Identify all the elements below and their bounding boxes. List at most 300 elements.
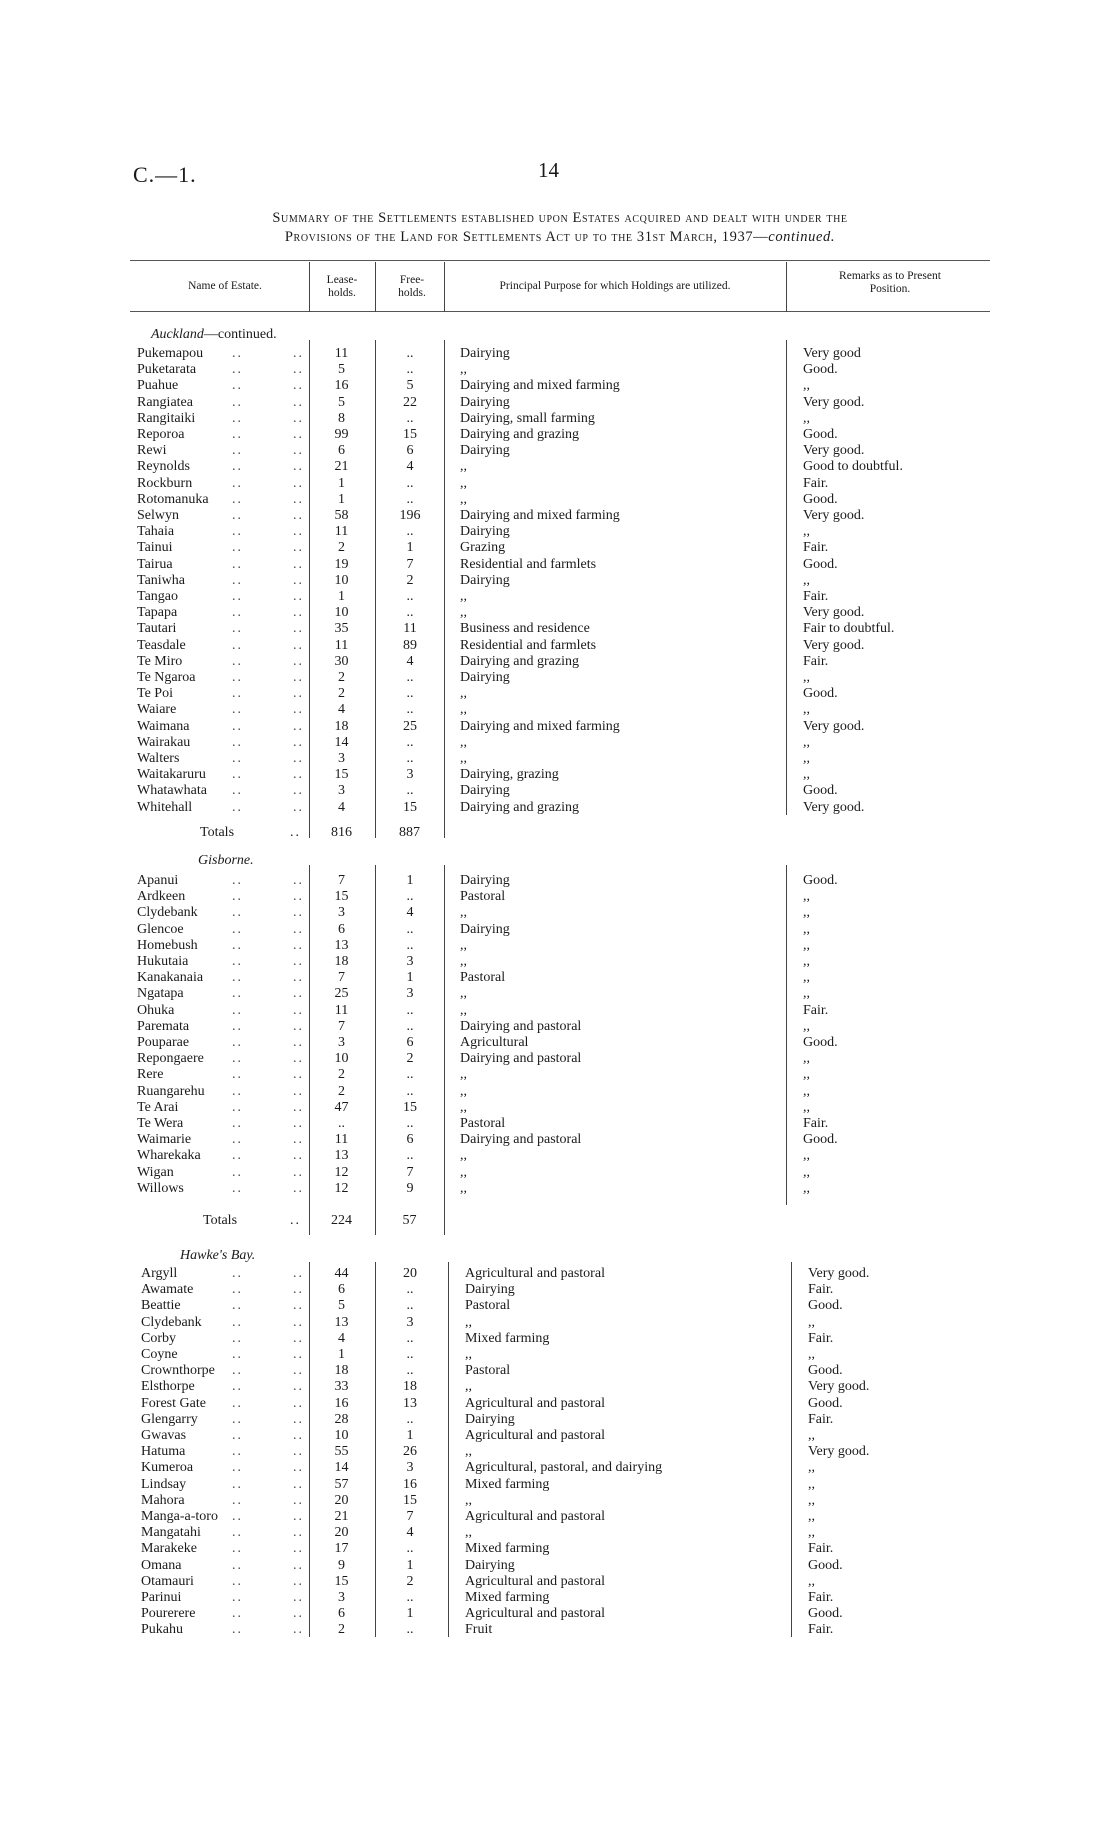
estate-name: Mahora — [141, 1492, 185, 1508]
leader-dots: .. — [293, 783, 304, 799]
leader-dots: .. — [293, 459, 304, 475]
gisborne-total-freeholds: 57 — [402, 1213, 417, 1228]
leader-dots: .. — [232, 751, 243, 766]
table-row — [0, 686, 1114, 702]
leaseholds-value: .. — [338, 1116, 345, 1131]
leaseholds-value: 10 — [334, 605, 349, 621]
estate-name: Elsthorpe — [141, 1379, 195, 1395]
gisborne-totals-leader: .. — [290, 1213, 301, 1228]
table-row — [0, 1331, 1114, 1347]
table-row — [0, 719, 1114, 735]
estate-name: Ngatapa — [137, 986, 184, 1002]
table-row — [0, 524, 1114, 540]
leaseholds-value: 19 — [334, 556, 349, 572]
leader-dots: .. — [232, 394, 243, 410]
estate-name: Rewi — [137, 443, 167, 459]
remark-text: ,, — [803, 905, 810, 921]
leaseholds-value: 6 — [338, 443, 345, 459]
leader-dots: .. — [232, 540, 243, 556]
freeholds-value: 15 — [403, 799, 417, 815]
remark-text: ,, — [803, 410, 810, 426]
purpose-text: ,, — [460, 1099, 467, 1115]
leaseholds-value: 18 — [334, 1363, 349, 1379]
leader-dots: .. — [232, 1363, 243, 1379]
remark-text: Fair. — [803, 1002, 829, 1018]
freeholds-value: 2 — [406, 1051, 414, 1067]
gisborne-totals-label: Totals — [203, 1213, 238, 1228]
table-row — [0, 889, 1114, 905]
leaseholds-value: 13 — [334, 1148, 349, 1164]
leaseholds-value: 16 — [334, 1395, 349, 1411]
table-row — [0, 621, 1114, 637]
purpose-text: Dairying — [460, 873, 510, 888]
leader-dots: .. — [293, 1148, 304, 1164]
title-line-2 — [130, 228, 990, 247]
remark-text: Good. — [808, 1606, 843, 1622]
estate-name: Glencoe — [137, 921, 184, 937]
table-row — [0, 783, 1114, 799]
leaseholds-value: 33 — [334, 1379, 349, 1395]
table-row — [0, 557, 1114, 573]
freeholds-value: .. — [406, 1622, 414, 1638]
freeholds-value: .. — [406, 1590, 414, 1605]
table-row — [0, 411, 1114, 427]
leader-dots: .. — [293, 1314, 304, 1330]
table-row — [0, 1132, 1114, 1148]
remark-text: Very good. — [808, 1444, 870, 1460]
freeholds-value: 5 — [406, 378, 414, 394]
remark-text: Fair. — [808, 1411, 834, 1427]
freeholds-value: .. — [406, 1282, 414, 1298]
remark-text: Very good. — [808, 1379, 870, 1395]
table-row — [0, 573, 1114, 589]
leader-dots: .. — [293, 427, 304, 442]
estate-name: Taniwha — [137, 572, 186, 588]
freeholds-value: .. — [406, 1116, 414, 1131]
leader-dots: .. — [293, 1002, 304, 1018]
column-header-remarks — [790, 270, 990, 296]
leader-dots: .. — [232, 1590, 243, 1605]
freeholds-value: .. — [406, 702, 414, 718]
freeholds-value: .. — [406, 889, 414, 905]
table-row — [0, 1003, 1114, 1019]
remark-text: ,, — [803, 1083, 810, 1099]
freeholds-value: 18 — [403, 1379, 417, 1395]
estate-name: Beattie — [141, 1298, 181, 1314]
remark-text: Fair. — [803, 589, 829, 604]
table-row — [0, 1428, 1114, 1444]
leader-dots: .. — [293, 491, 304, 507]
purpose-text: Agricultural and pastoral — [465, 1509, 605, 1524]
freeholds-value: .. — [406, 751, 414, 766]
remark-text: ,, — [808, 1428, 815, 1443]
leader-dots: .. — [232, 1460, 243, 1476]
leader-dots: .. — [232, 686, 243, 702]
estate-name: Argyll — [141, 1266, 178, 1281]
leader-dots: .. — [232, 508, 243, 523]
estate-name: Clydebank — [137, 905, 198, 921]
section-heading-auckland — [151, 327, 277, 343]
leaseholds-value: 30 — [334, 653, 349, 669]
leaseholds-value: 3 — [338, 1035, 345, 1050]
purpose-text: Business and residence — [460, 621, 590, 637]
estate-name: Hukutaia — [137, 954, 189, 969]
freeholds-value: .. — [406, 1411, 414, 1427]
leader-dots: .. — [293, 718, 304, 734]
leader-dots: .. — [293, 1347, 304, 1362]
purpose-text: Dairying — [460, 670, 510, 685]
purpose-text: ,, — [460, 1148, 467, 1164]
leader-dots: .. — [232, 410, 243, 426]
leader-dots: .. — [232, 1282, 243, 1298]
table-row — [0, 1035, 1114, 1051]
remark-text: Fair. — [808, 1282, 834, 1298]
leader-dots: .. — [293, 1067, 304, 1083]
auckland-total-freeholds: 887 — [399, 825, 420, 840]
remark-text: Very good. — [803, 605, 865, 621]
freeholds-value: 3 — [406, 954, 414, 969]
estate-name: Repongaere — [137, 1051, 204, 1067]
table-row — [0, 1412, 1114, 1428]
freeholds-value: 3 — [406, 767, 414, 783]
leaseholds-value: 9 — [338, 1557, 345, 1573]
freeholds-value: .. — [406, 346, 414, 361]
leader-dots: .. — [232, 1476, 243, 1492]
freeholds-value: 7 — [406, 1509, 414, 1524]
remark-text: Fair. — [808, 1590, 834, 1605]
title-line-1: Summary of the Settlements established upon Estates acquired and dealt with under the — [272, 210, 848, 226]
remark-text: ,, — [803, 986, 810, 1002]
table-row — [0, 1558, 1114, 1574]
table-row — [0, 1181, 1114, 1197]
leader-dots: .. — [232, 718, 243, 734]
purpose-text: Dairying and grazing — [460, 799, 579, 815]
leader-dots: .. — [232, 459, 243, 475]
freeholds-value: 3 — [406, 1460, 414, 1476]
table-row — [0, 492, 1114, 508]
leader-dots: .. — [293, 734, 304, 750]
table-header-rule — [130, 311, 990, 312]
table-row — [0, 954, 1114, 970]
leader-dots: .. — [232, 1018, 243, 1034]
purpose-text: Dairying — [460, 346, 510, 361]
leaseholds-value: 13 — [334, 937, 349, 953]
purpose-text: Residential and farmlets — [460, 637, 597, 653]
remark-text: Very good. — [803, 718, 865, 734]
estate-name: Reynolds — [137, 459, 190, 475]
remark-text: ,, — [803, 889, 810, 905]
table-row — [0, 605, 1114, 621]
estate-name: Te Ngaroa — [137, 670, 196, 685]
title-continued: continued. — [768, 229, 836, 245]
remark-text: Good. — [808, 1298, 843, 1314]
purpose-text: Dairying — [460, 524, 510, 540]
estate-name: Te Poi — [137, 686, 173, 702]
remark-text: ,, — [808, 1525, 815, 1541]
remark-text: ,, — [803, 767, 810, 783]
purpose-text: Dairying — [460, 921, 510, 937]
leaseholds-value: 10 — [334, 1428, 349, 1443]
remark-text: Fair to doubtful. — [803, 621, 895, 637]
purpose-text: Agricultural and pastoral — [465, 1395, 605, 1411]
estate-name: Waitakaruru — [137, 767, 206, 783]
table-row — [0, 1477, 1114, 1493]
leader-dots: .. — [293, 1541, 304, 1557]
gisborne-total-leaseholds: 224 — [331, 1213, 352, 1228]
table-row — [0, 1051, 1114, 1067]
freeholds-value: 4 — [406, 905, 414, 921]
freeholds-line-1: Free- — [399, 274, 425, 286]
purpose-text: ,, — [460, 937, 467, 953]
remark-text: ,, — [803, 1148, 810, 1164]
leaseholds-value: 6 — [338, 1282, 345, 1298]
purpose-text: Pastoral — [465, 1298, 511, 1314]
table-row — [0, 1282, 1114, 1298]
leaseholds-value: 16 — [334, 378, 349, 394]
leaseholds-value: 15 — [334, 767, 349, 783]
leaseholds-value: 18 — [334, 718, 349, 734]
freeholds-value: 6 — [406, 1035, 414, 1050]
estate-name: Paremata — [137, 1018, 190, 1034]
leader-dots: .. — [293, 1266, 304, 1281]
remark-text: Fair. — [803, 475, 829, 491]
remark-text: Good. — [803, 686, 838, 702]
leader-dots: .. — [293, 589, 304, 604]
freeholds-line-2: holds. — [398, 287, 426, 299]
freeholds-value: 4 — [406, 1525, 414, 1541]
leader-dots: .. — [232, 1067, 243, 1083]
leader-dots: .. — [232, 1099, 243, 1115]
remark-text: Very good. — [803, 443, 865, 459]
table-row — [0, 443, 1114, 459]
freeholds-value: .. — [406, 1148, 414, 1164]
leader-dots: .. — [293, 986, 304, 1002]
estate-name: Kumeroa — [141, 1460, 194, 1476]
freeholds-value: 2 — [406, 1573, 414, 1589]
leader-dots: .. — [293, 670, 304, 685]
purpose-text: Dairying — [460, 394, 510, 410]
estate-name: Glengarry — [141, 1411, 198, 1427]
purpose-text: Dairying — [460, 443, 510, 459]
leader-dots: .. — [232, 937, 243, 953]
table-row — [0, 1019, 1114, 1035]
estate-name: Kanakanaia — [137, 970, 204, 986]
purpose-text: Dairying — [465, 1282, 515, 1298]
purpose-text: ,, — [460, 475, 467, 491]
table-row — [0, 362, 1114, 378]
leaseholds-value: 2 — [338, 1622, 345, 1638]
purpose-text: Dairying — [465, 1411, 515, 1427]
table-row — [0, 1525, 1114, 1541]
auckland-heading-text: Auckland — [151, 327, 204, 342]
remark-text: ,, — [803, 1067, 810, 1083]
table-row — [0, 1396, 1114, 1412]
leaseholds-value: 7 — [338, 873, 345, 888]
leader-dots: .. — [293, 1282, 304, 1298]
leader-dots: .. — [293, 1525, 304, 1541]
leaseholds-value: 21 — [334, 459, 349, 475]
leaseholds-value: 1 — [338, 475, 345, 491]
purpose-text: Dairying and pastoral — [460, 1051, 582, 1067]
purpose-text: Dairying and grazing — [460, 653, 579, 669]
freeholds-value: 7 — [406, 1164, 414, 1180]
table-row — [0, 986, 1114, 1002]
leader-dots: .. — [293, 621, 304, 637]
estate-name: Pouparae — [137, 1035, 190, 1050]
leader-dots: .. — [232, 589, 243, 604]
remark-text: Very good — [803, 346, 861, 361]
freeholds-value: .. — [406, 362, 414, 378]
freeholds-value: 196 — [399, 508, 421, 523]
estate-name: Marakeke — [141, 1541, 197, 1557]
remark-text: Good. — [803, 362, 838, 378]
leader-dots: .. — [232, 1148, 243, 1164]
freeholds-value: .. — [406, 589, 414, 604]
purpose-text: Dairying and mixed farming — [460, 508, 620, 523]
leaseholds-value: 15 — [334, 889, 349, 905]
purpose-text: ,, — [465, 1444, 472, 1460]
table-row — [0, 1493, 1114, 1509]
auckland-totals-label: Totals — [200, 825, 235, 840]
leader-dots: .. — [232, 1002, 243, 1018]
page-number: 14 — [538, 158, 559, 182]
table-row — [0, 1347, 1114, 1363]
purpose-text: Dairying — [460, 572, 510, 588]
table-row — [0, 751, 1114, 767]
leader-dots: .. — [232, 1622, 243, 1638]
leaseholds-value: 99 — [334, 427, 349, 442]
leader-dots: .. — [232, 1347, 243, 1362]
leader-dots: .. — [232, 653, 243, 669]
table-row — [0, 1067, 1114, 1083]
estate-name: Tangao — [137, 589, 179, 604]
table-row — [0, 1379, 1114, 1395]
leaseholds-value: 13 — [334, 1314, 349, 1330]
leaseholds-value: 55 — [334, 1444, 349, 1460]
leaseholds-value: 2 — [338, 686, 345, 702]
leader-dots: .. — [232, 905, 243, 921]
estate-name: Manga-a-toro — [141, 1509, 218, 1524]
leaseholds-value: 7 — [338, 970, 345, 986]
remark-text: ,, — [803, 954, 810, 969]
leader-dots: .. — [293, 751, 304, 766]
purpose-text: ,, — [460, 751, 467, 766]
leader-dots: .. — [232, 524, 243, 540]
leader-dots: .. — [232, 1509, 243, 1524]
purpose-text: ,, — [460, 986, 467, 1002]
purpose-text: ,, — [460, 362, 467, 378]
remark-text: ,, — [808, 1509, 815, 1524]
estate-name: Teasdale — [137, 637, 186, 653]
leaseholds-value: 35 — [334, 621, 349, 637]
estate-name: Selwyn — [137, 508, 179, 523]
purpose-text: ,, — [460, 1164, 467, 1180]
remark-text: ,, — [803, 751, 810, 766]
estate-name: Parinui — [141, 1590, 182, 1605]
freeholds-value: 25 — [403, 718, 417, 734]
leaseholds-value: 18 — [334, 954, 349, 969]
purpose-text: ,, — [465, 1379, 472, 1395]
leader-dots: .. — [232, 346, 243, 361]
leaseholds-value: 6 — [338, 921, 345, 937]
leader-dots: .. — [293, 1379, 304, 1395]
freeholds-value: .. — [406, 783, 414, 799]
leaseholds-value: 57 — [334, 1476, 349, 1492]
leader-dots: .. — [232, 799, 243, 815]
estate-name: Hatuma — [141, 1444, 186, 1460]
leaseholds-value: 21 — [334, 1509, 349, 1524]
estate-name: Tahaia — [137, 524, 175, 540]
leaseholds-value: 10 — [334, 572, 349, 588]
column-header-freeholds — [382, 274, 442, 300]
leaseholds-value: 8 — [338, 410, 345, 426]
leader-dots: .. — [293, 443, 304, 459]
header-rule-4 — [786, 262, 787, 312]
freeholds-value: 3 — [406, 1314, 414, 1330]
purpose-text: ,, — [460, 954, 467, 969]
freeholds-value: 7 — [406, 556, 414, 572]
remark-text: ,, — [803, 921, 810, 937]
purpose-text: ,, — [460, 1067, 467, 1083]
leader-dots: .. — [293, 937, 304, 953]
freeholds-value: .. — [406, 1541, 414, 1557]
freeholds-value: 15 — [403, 427, 417, 442]
estate-name: Crownthorpe — [141, 1363, 215, 1379]
leaseholds-value: 11 — [334, 1132, 349, 1148]
leader-dots: .. — [293, 653, 304, 669]
leaseholds-value: 3 — [338, 905, 345, 921]
section-heading-hawkes-bay: Hawke's Bay. — [180, 1248, 256, 1263]
leaseholds-value: 28 — [334, 1411, 349, 1427]
estate-name: Tairua — [137, 556, 173, 572]
purpose-text: ,, — [460, 734, 467, 750]
leaseholds-value: 3 — [338, 783, 345, 799]
remark-text: ,, — [803, 937, 810, 953]
leader-dots: .. — [293, 556, 304, 572]
table-row — [0, 1148, 1114, 1164]
purpose-text: Agricultural, pastoral, and dairying — [465, 1460, 663, 1476]
purpose-text: Pastoral — [465, 1363, 511, 1379]
remark-text: Fair. — [808, 1622, 834, 1638]
remark-text: ,, — [803, 734, 810, 750]
column-header-leaseholds — [312, 274, 372, 300]
leader-dots: .. — [232, 572, 243, 588]
estate-name: Forest Gate — [141, 1395, 206, 1411]
table-row — [0, 938, 1114, 954]
leader-dots: .. — [232, 1606, 243, 1622]
leaseholds-value: 11 — [334, 524, 349, 540]
freeholds-value: .. — [406, 491, 414, 507]
leader-dots: .. — [232, 1116, 243, 1131]
table-row — [0, 1116, 1114, 1132]
estate-name: Mangatahi — [141, 1525, 201, 1541]
table-row — [0, 922, 1114, 938]
remark-text: Good. — [803, 1132, 838, 1148]
leader-dots: .. — [293, 1180, 304, 1196]
leader-dots: .. — [293, 686, 304, 702]
freeholds-value: 6 — [406, 1132, 414, 1148]
estate-name: Willows — [137, 1180, 184, 1196]
purpose-text: ,, — [460, 605, 467, 621]
remark-text: ,, — [808, 1460, 815, 1476]
purpose-text: Mixed farming — [465, 1541, 550, 1557]
remarks-line-2: Position. — [869, 283, 911, 295]
purpose-text: ,, — [460, 905, 467, 921]
purpose-text: Dairying, small farming — [460, 410, 595, 426]
remark-text: Good. — [803, 873, 838, 888]
leader-dots: .. — [293, 394, 304, 410]
leader-dots: .. — [293, 524, 304, 540]
